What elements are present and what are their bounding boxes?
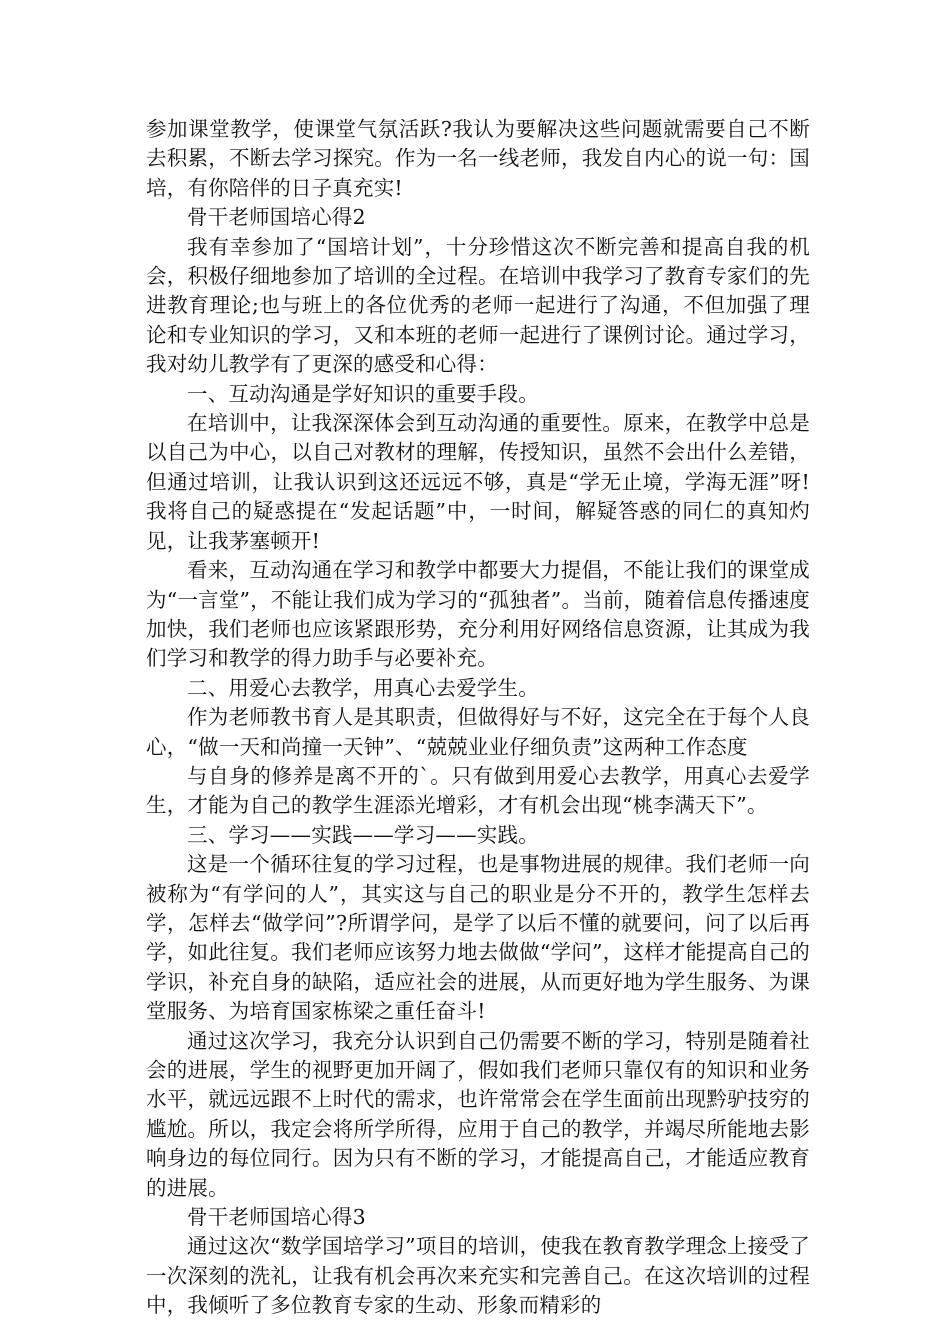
subheading-3: 三、学习——实践——学习——实践。 [187,822,539,847]
section-title-3: 骨干老师国培心得3 [187,1205,366,1230]
paragraph: 通过这次学习，我充分认识到自己仍需要不断的学习，特别是随着社会的进展，学生的视野更加开阔了，假如我们老师只靠仅有的知识和业务水平，就远远跟不上时代的需求，也许常常会在学生面前出现黔驴技穷的尴尬。所以，我定会将所学所得，应用于自己的教学，并竭尽所能地去影响身边的每位同行。因为只有不断的学习，才能提高自己，才能适应教育的进展。 [146,1028,810,1200]
subheading-1: 一、互动沟通是学好知识的重要手段。 [187,381,539,406]
paragraph: 看来，互动沟通在学习和教学中都要大力提倡，不能让我们的课堂成为“一言堂”，不能让我们成为学习的“孤独者”。当前，随着信息传播速度加快，我们老师也应该紧跟形势，充分利用好网络信息资源，让其成为我们学习和教学的得力助手与必要补充。 [146,558,810,671]
paragraph: 与自身的修养是离不开的`。只有做到用爱心去教学，用真心去爱学生，才能为自己的教学生涯添光增彩，才有机会出现“桃李满天下”。 [146,763,810,818]
paragraph: 在培训中，让我深深体会到互动沟通的重要性。原来，在教学中总是以自己为中心，以自己对教材的理解，传授知识，虽然不会出什么差错，但通过培训，让我认识到这还远远不够，真是“学无止境，学海无涯”呀!我将自己的疑惑提在“发起话题”中，一时间，解疑答惑的同仁的真知灼见，让我茅塞顿开! [146,411,810,553]
document-page [146,115,810,1321]
section-title-2: 骨干老师国培心得2 [187,205,366,230]
paragraph: 这是一个循环往复的学习过程，也是事物进展的规律。我们老师一向被称为“有学问的人”，其实这与自己的职业是分不开的，教学生怎样去学，怎样去“做学问”?所谓学问，是学了以后不懂的就要问，问了以后再学，如此往复。我们老师应该努力地去做做“学问”，这样才能提高自己的学识，补充自身的缺陷，适应社会的进展，从而更好地为学生服务、为课堂服务、为培育国家栋梁之重任奋斗! [146,852,810,1024]
subheading-2: 二、用爱心去教学，用真心去爱学生。 [187,675,539,700]
paragraph: 作为老师教书育人是其职责，但做得好与不好，这完全在于每个人良心，“做一天和尚撞一天钟”、“兢兢业业仔细负责”这两种工作态度 [146,705,810,759]
paragraph-intro: 参加课堂教学，使课堂气氛活跃?我认为要解决这些问题就需要自己不断去积累，不断去学习探究。作为一名一线老师，我发自内心的说一句：国培，有你陪伴的日子真充实! [146,117,810,200]
paragraph: 通过这次“数学国培学习”项目的培训，使我在教育教学理念上接受了一次深刻的洗礼，让我有机会再次来充实和完善自己。在这次培训的过程中，我倾听了多位教育专家的生动、形象而精彩的 [146,1234,810,1318]
paragraph: 我有幸参加了“国培计划”，十分珍惜这次不断完善和提高自我的机会，积极仔细地参加了培训的全过程。在培训中我学习了教育专家们的先进教育理论;也与班上的各位优秀的老师一起进行了沟通，不但加强了理论和专业知识的学习，又和本班的老师一起进行了课例讨论。通过学习，我对幼儿教学有了更深的感受和心得： [146,234,810,377]
